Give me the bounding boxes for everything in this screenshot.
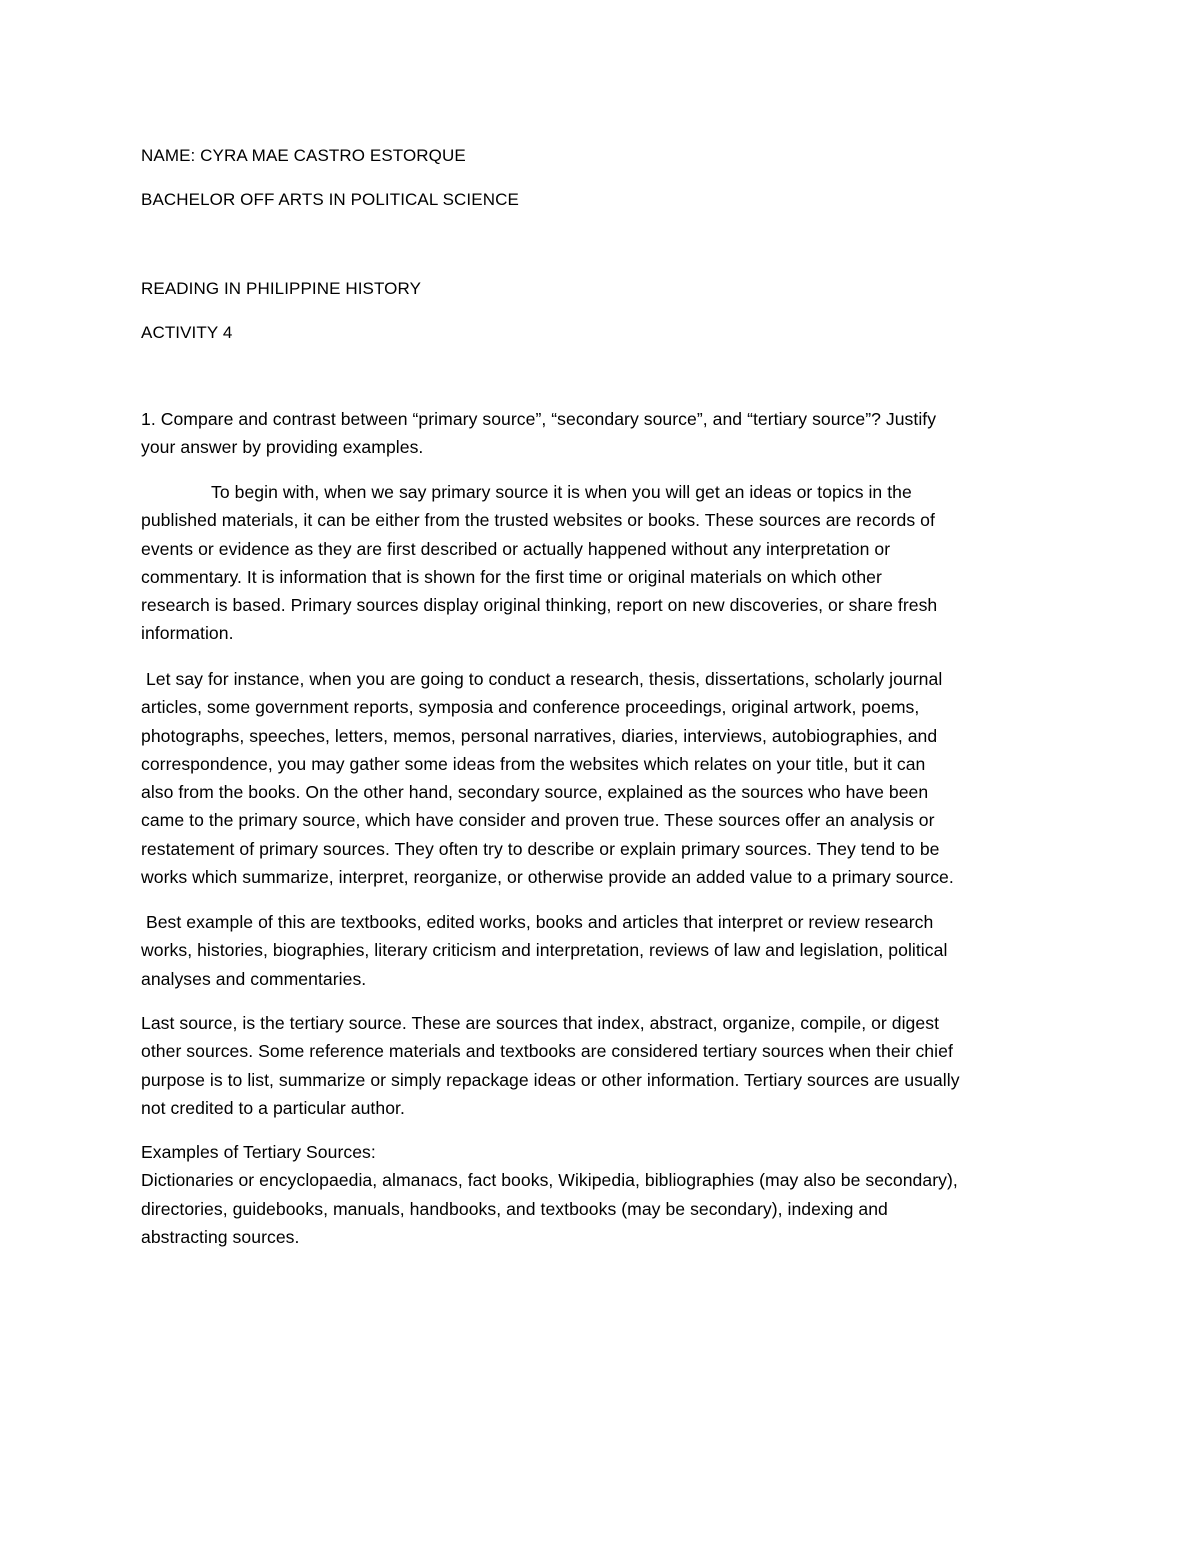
paragraph-line: purpose is to list, summarize or simply repackage ideas or other information. Tertiary sources are usually: [141, 1069, 960, 1090]
paragraph-line: published materials, it can be either from the trusted websites or books. These sources are records of: [141, 510, 935, 531]
paragraph-line: works, histories, biographies, literary criticism and interpretation, reviews of law and legislation, political: [141, 940, 948, 961]
paragraph-tertiary-source: [141, 1009, 1061, 1122]
paragraph-line: Examples of Tertiary Sources:: [141, 1142, 376, 1162]
paragraph-line: events or evidence as they are first described or actually happened without any interpretation or: [141, 538, 891, 559]
paragraph-line: not credited to a particular author.: [141, 1097, 405, 1118]
paragraph-line: directories, guidebooks, manuals, handbooks, and textbooks (may be secondary), indexing and: [141, 1198, 888, 1219]
paragraph-line: To begin with, when we say primary source it is when you will get an ideas or topics in the: [211, 482, 912, 502]
paragraph-line: restatement of primary sources. They often try to describe or explain primary sources. They tend to be: [141, 838, 940, 859]
question-line: your answer by providing examples.: [141, 437, 424, 458]
student-name: NAME: CYRA MAE CASTRO ESTORQUE: [141, 146, 466, 165]
paragraph-line: analyses and commentaries.: [141, 968, 367, 989]
paragraph-line: research is based. Primary sources display original thinking, report on new discoveries, or share fresh: [141, 595, 938, 616]
paragraph-line: correspondence, you may gather some ideas from the websites which relates on your title, but it can: [141, 753, 926, 774]
paragraph-line: commentary. It is information that is shown for the first time or original materials on which other: [141, 566, 882, 587]
paragraph-line: came to the primary source, which have consider and proven true. These sources offer an analysis or: [141, 810, 935, 831]
paragraph-line: abstracting sources.: [141, 1226, 300, 1247]
question-line: 1. Compare and contrast between “primary source”, “secondary source”, and “tertiary source”? Justify: [141, 409, 937, 429]
paragraph-line: Let say for instance, when you are going to conduct a research, thesis, dissertations, scholarly journal: [141, 669, 943, 689]
paragraph-tertiary-examples: [141, 1138, 1061, 1251]
paragraph-line: also from the books. On the other hand, secondary source, explained as the sources who have been: [141, 782, 929, 803]
paragraph-line: information.: [141, 623, 234, 644]
subject-title: READING IN PHILIPPINE HISTORY: [141, 279, 422, 298]
paragraph-line: articles, some government reports, symposia and conference proceedings, original artwork, poems,: [141, 697, 920, 718]
paragraph-secondary-source: [141, 665, 1061, 891]
paragraph-primary-source: [141, 478, 1061, 648]
paragraph-line: Dictionaries or encyclopaedia, almanacs, fact books, Wikipedia, bibliographies (may also be secondary),: [141, 1170, 958, 1191]
activity-title: ACTIVITY 4: [141, 323, 233, 342]
paragraph-line: other sources. Some reference materials and textbooks are considered tertiary sources when their chief: [141, 1041, 953, 1062]
paragraph-line: photographs, speeches, letters, memos, personal narratives, diaries, interviews, autobiographies, and: [141, 725, 938, 746]
paragraph-secondary-examples: [141, 908, 1061, 993]
paragraph-line: Last source, is the tertiary source. These are sources that index, abstract, organize, compile, or digest: [141, 1013, 940, 1033]
paragraph-line: Best example of this are textbooks, edited works, books and articles that interpret or review research: [141, 912, 934, 932]
question-text: [141, 405, 1061, 462]
course-title: BACHELOR OFF ARTS IN POLITICAL SCIENCE: [141, 190, 519, 209]
paragraph-line: works which summarize, interpret, reorganize, or otherwise provide an added value to a primary source.: [141, 867, 954, 888]
